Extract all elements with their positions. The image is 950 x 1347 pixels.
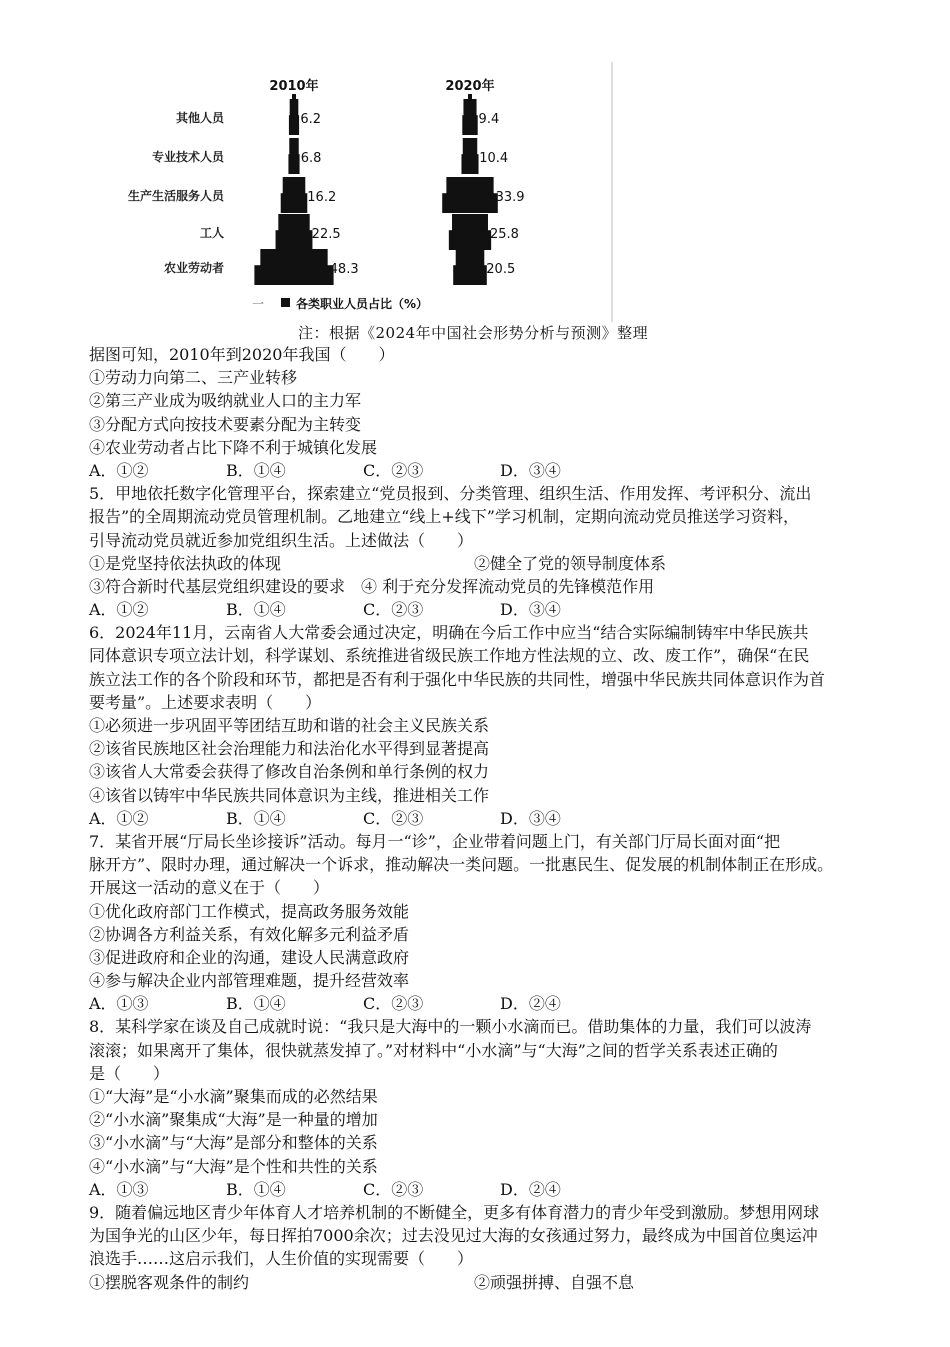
bar-top-0-1 bbox=[289, 138, 298, 155]
answer-option: B．①④ bbox=[226, 1179, 286, 1199]
text-line: 脉开方”、限时办理，通过解决一个诉求，推动解决一类问题。一批惠民生、促发展的机制体制正在形成。 bbox=[89, 855, 834, 875]
answer-option: D．③④ bbox=[500, 600, 561, 620]
text-line: ③该省人大常委会获得了修改自治条例和单行条例的权力 bbox=[89, 762, 490, 782]
text-line: 是（ ） bbox=[89, 1063, 170, 1083]
text-line: 7．某省开展“厅局长坐诊接诉”活动。每月一“诊”，企业带着问题上门，有关部门厅局长面对面“把 bbox=[89, 831, 781, 851]
text-line: 浪选手……这启示我们，人生价值的实现需要（ ） bbox=[89, 1249, 474, 1269]
data-label: 9.4 bbox=[478, 112, 500, 127]
data-label: 48.3 bbox=[329, 262, 359, 277]
statement-pair bbox=[89, 1271, 889, 1294]
text-line: ①优化政府部门工作模式，提高政务服务效能 bbox=[89, 901, 410, 921]
text-line: 6．2024年11月，云南省人大常委会通过决定，明确在今后工作中应当“结合实际编制铸牢中华民族共 bbox=[89, 623, 809, 643]
answer-option: A．①③ bbox=[89, 994, 149, 1014]
category-label: 其他人员 bbox=[175, 111, 224, 125]
text-line: ②协调各方利益关系，有效化解多元利益矛盾 bbox=[89, 924, 410, 944]
text-line: ④该省以铸牢中华民族共同体意识为主线，推进相关工作 bbox=[89, 785, 490, 805]
data-label: 6.8 bbox=[300, 151, 322, 166]
bar-1-1 bbox=[461, 154, 478, 174]
text-line: 族立法工作的各个阶段和环节，都把是否有利于强化中华民族的共同性，增强中华民族共同体意识作为首 bbox=[89, 669, 826, 689]
text-line: 滚滚；如果离开了集体，很快就蒸发掉了。”对材料中“小水滴”与“大海”之间的哲学关系表述正确的 bbox=[89, 1040, 778, 1060]
category-label: 生产生活服务人员 bbox=[127, 189, 224, 203]
bar-0-4 bbox=[254, 265, 333, 285]
data-label: 16.2 bbox=[307, 190, 337, 205]
pyramid-chart-svg bbox=[118, 60, 618, 322]
answer-option: D．②④ bbox=[500, 994, 561, 1014]
statement: ①摆脱客观条件的制约 bbox=[89, 1272, 250, 1292]
answer-option: D．③④ bbox=[500, 460, 561, 480]
text-line: ①必须进一步巩固平等团结互助和谐的社会主义民族关系 bbox=[89, 716, 490, 735]
text-line: ②该省民族地区社会治理能力和法治化水平得到显著提高 bbox=[89, 739, 490, 759]
bar-0-2 bbox=[281, 193, 308, 213]
bar-1-4 bbox=[453, 265, 487, 285]
category-label: 专业技术人员 bbox=[151, 150, 224, 164]
answer-option: A．①② bbox=[89, 460, 149, 480]
bar-top-1-1 bbox=[463, 138, 477, 155]
text-line: ④参与解决企业内部管理难题，提升经营效率 bbox=[89, 971, 410, 991]
answer-option: A．①② bbox=[89, 600, 149, 620]
data-label: 22.5 bbox=[311, 227, 341, 242]
series-title: 2020年 bbox=[445, 79, 495, 94]
text-line: ④“小水滴”与“大海”是个性和共性的关系 bbox=[89, 1156, 378, 1176]
bar-1-0 bbox=[462, 115, 477, 135]
bar-top-1-0 bbox=[463, 99, 476, 116]
data-label: 20.5 bbox=[486, 262, 516, 277]
answer-option: D．②④ bbox=[500, 1179, 561, 1199]
text-line: 据图可知，2010年到2020年我国（ ） bbox=[89, 345, 395, 364]
data-label: 10.4 bbox=[479, 151, 509, 166]
text-line: 9．随着偏远地区青少年体育人才培养机制的不断健全，更多有体育潜力的青少年受到激励。梦想用网球 bbox=[89, 1202, 820, 1222]
statement: ①是党坚持依法执政的体现 bbox=[89, 553, 282, 573]
text-line: 5．甲地依托数字化管理平台，探索建立“党员报到、分类管理、组织生活、作用发挥、考评积分、流出 bbox=[89, 484, 812, 504]
legend-swatch bbox=[281, 298, 290, 307]
answer-option: A．①② bbox=[89, 808, 149, 828]
figure-note: 注：根据《2024年中国社会形势分析与预测》整理 bbox=[298, 324, 649, 342]
data-label: 25.8 bbox=[489, 227, 519, 242]
text-line: 为国争光的山区少年，每日挥拍7000余次；过去没见过大海的女孩通过努力，最终成为中国首位奥运冲 bbox=[89, 1226, 818, 1246]
text-line: ②“小水滴”聚集成“大海”是一种量的增加 bbox=[89, 1110, 378, 1130]
bar-1-3 bbox=[449, 230, 491, 250]
question-text bbox=[89, 343, 889, 1294]
bar-top-0-2 bbox=[283, 177, 306, 194]
answer-option: A．①③ bbox=[89, 1179, 149, 1199]
text-line: 8．某科学家在谈及自己成就时说：“我只是大海中的一颗小水滴而已。借助集体的力量，我们可以波涛 bbox=[89, 1017, 812, 1037]
bar-top-1-4 bbox=[456, 249, 485, 266]
statement-pair bbox=[89, 552, 889, 575]
bar-0-0 bbox=[289, 115, 299, 135]
bar-top-0-3 bbox=[278, 214, 309, 231]
bar-top-1-3 bbox=[452, 214, 488, 231]
text-line: ④农业劳动者占比下降不利于城镇化发展 bbox=[89, 437, 378, 457]
text-line: 报告”的全周期流动党员管理机制。乙地建立“线上+线下”学习机制，定期向流动党员推送学习资料， bbox=[89, 507, 799, 527]
text-line: ③促进政府和企业的沟通，建设人民满意政府 bbox=[89, 947, 410, 967]
answer-options bbox=[89, 1178, 889, 1201]
text-line: ①“大海”是“小水滴”聚集而成的必然结果 bbox=[89, 1087, 378, 1106]
bar-0-1 bbox=[288, 154, 299, 174]
bar-1-2 bbox=[442, 193, 498, 213]
answer-options bbox=[89, 807, 889, 830]
answer-option: C．②③ bbox=[363, 600, 424, 620]
legend-label: 各类职业人员占比（%） bbox=[296, 297, 429, 311]
category-label: 农业劳动者 bbox=[163, 261, 224, 275]
text-line: ③“小水滴”与“大海”是部分和整体的关系 bbox=[89, 1133, 378, 1153]
text-line: 开展这一活动的意义在于（ ） bbox=[89, 878, 330, 898]
text-line: ③符合新时代基层党组织建设的要求 ④ 利于充分发挥流动党员的先锋模范作用 bbox=[89, 576, 655, 596]
answer-option: D．③④ bbox=[500, 808, 561, 828]
text-line: 同体意识专项立法计划，科学谋划、系统推进省级民族工作地方性法规的立、改、废工作”，确保“在民 bbox=[89, 646, 810, 666]
answer-options bbox=[89, 459, 889, 482]
bar-top-0-0 bbox=[290, 99, 299, 116]
answer-options bbox=[89, 992, 889, 1015]
answer-option: C．②③ bbox=[363, 1179, 424, 1199]
text-line: 引导流动党员就近参加党组织生活。上述做法（ ） bbox=[89, 530, 474, 550]
occupation-chart bbox=[118, 60, 618, 322]
text-line: ②第三产业成为吸纳就业人口的主力军 bbox=[89, 391, 362, 411]
bar-0-3 bbox=[276, 230, 313, 250]
answer-option: C．②③ bbox=[363, 808, 424, 828]
category-label: 工人 bbox=[199, 226, 224, 240]
text-line: ③分配方式向按技术要素分配为主转变 bbox=[89, 414, 362, 434]
data-label: 33.9 bbox=[495, 190, 525, 205]
answer-option: C．②③ bbox=[363, 460, 424, 480]
series-title: 2010年 bbox=[269, 79, 319, 94]
answer-options bbox=[89, 598, 889, 621]
answer-option: B．①④ bbox=[226, 808, 286, 828]
answer-option: B．①④ bbox=[226, 994, 286, 1014]
text-line: ①劳动力向第二、三产业转移 bbox=[89, 368, 298, 388]
statement: ②顽强拼搏、自强不息 bbox=[474, 1272, 635, 1292]
statement: ②健全了党的领导制度体系 bbox=[474, 553, 667, 573]
bar-top-0-4 bbox=[260, 249, 327, 266]
text-line: 要考量”。上述要求表明（ ） bbox=[89, 692, 322, 712]
legend-prefix: 一 bbox=[252, 297, 265, 311]
answer-option: B．①④ bbox=[226, 600, 286, 620]
answer-option: C．②③ bbox=[363, 994, 424, 1014]
bar-top-1-2 bbox=[446, 177, 493, 194]
data-label: 6.2 bbox=[300, 112, 322, 127]
answer-option: B．①④ bbox=[226, 460, 286, 480]
